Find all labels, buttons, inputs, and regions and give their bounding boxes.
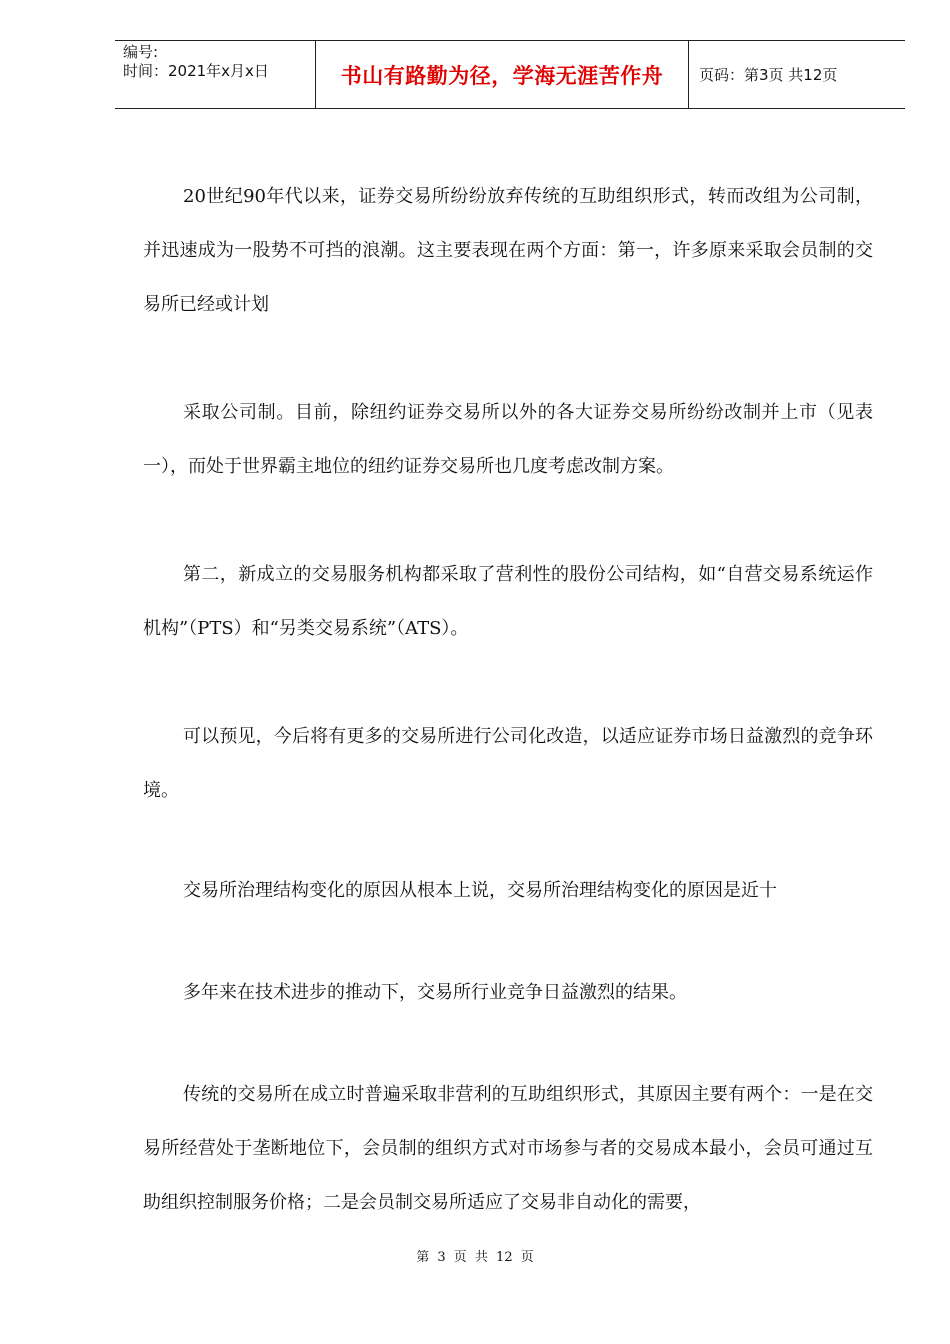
body-paragraph: 第二，新成立的交易服务机构都采取了营利性的股份公司结构，如“自营交易系统运作机构”（PTS）和“另类交易系统”（ATS）。	[143, 564, 873, 639]
body-paragraph: 采取公司制。目前，除纽约证券交易所以外的各大证券交易所纷纷改制并上市（见表一），而处于世界霸主地位的纽约证券交易所也几度考虑改制方案。	[143, 402, 873, 477]
document-time-label: 时间：2021年x月x日	[123, 62, 269, 80]
page-footer: 第 3 页 共 12 页	[416, 1250, 534, 1265]
header-page-info: 页码：第3页 共12页	[699, 66, 838, 84]
page-header	[115, 40, 905, 109]
body-paragraph: 传统的交易所在成立时普遍采取非营利的互助组织形式，其原因主要有两个：一是在交易所经营处于垄断地位下，会员制的组织方式对市场参与者的交易成本最小，会员可通过互助组织控制服务价格；二是会员制交易所适应了交易非自动化的需要，	[143, 1084, 873, 1213]
body-paragraph: 20世纪90年代以来，证券交易所纷纷放弃传统的互助组织形式，转而改组为公司制，并迅速成为一股势不可挡的浪潮。这主要表现在两个方面：第一，许多原来采取会员制的交易所已经或计划	[143, 186, 873, 315]
document-number-label: 编号:	[123, 43, 159, 61]
body-paragraph: 多年来在技术进步的推动下，交易所行业竞争日益激烈的结果。	[183, 982, 687, 1003]
body-paragraph: 交易所治理结构变化的原因从根本上说，交易所治理结构变化的原因是近十	[183, 880, 777, 901]
header-meta	[115, 41, 315, 108]
header-motto: 书山有路勤为径，学海无涯苦作舟	[315, 41, 689, 108]
body-paragraph: 可以预见，今后将有更多的交易所进行公司化改造，以适应证券市场日益激烈的竞争环境。	[143, 726, 873, 801]
